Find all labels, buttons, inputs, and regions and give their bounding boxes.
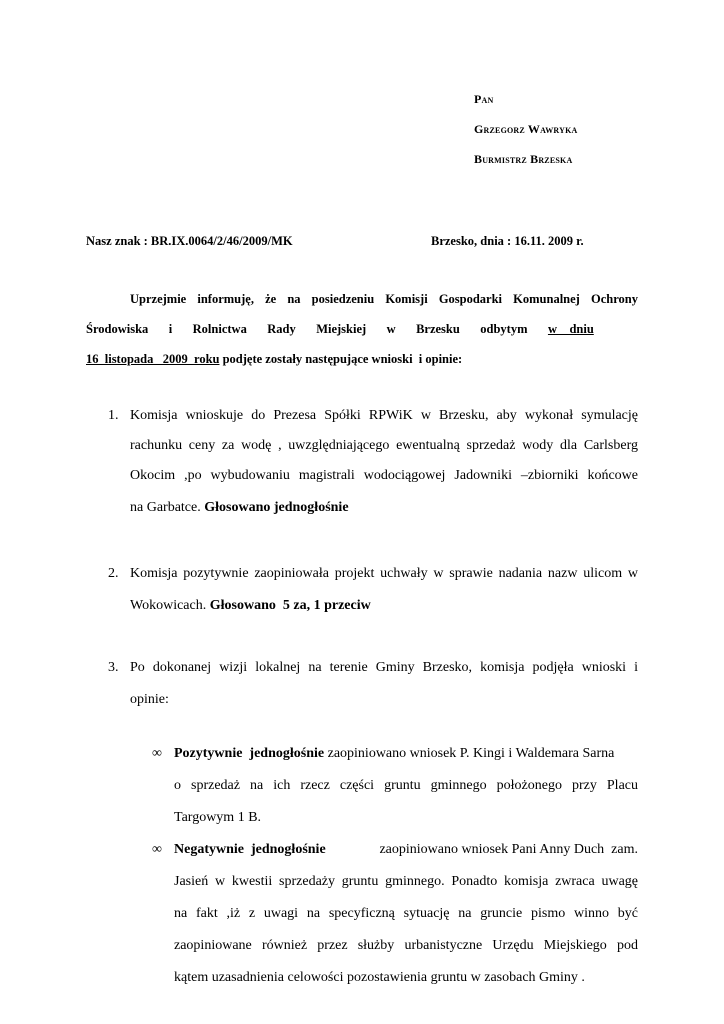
item-1-line-3: Okocim ,po wybudowaniu magistrali wodociągowej Jadowniki –zbiorniki końcowe (130, 468, 638, 483)
item-3-line-2: opinie: (130, 692, 169, 707)
item-3-line-1: Po dokonanej wizji lokalnej na terenie Gminy Brzesko, komisja podjęła wnioski i (130, 660, 638, 675)
intro-word: i (168, 322, 173, 336)
addressee-position: Burmistrz Brzeska (474, 152, 573, 166)
infinity-bullet-icon: ∞ (152, 746, 162, 761)
bullet-2-rest: zaopiniowano wniosek Pani Anny Duch zam. (372, 842, 638, 857)
intro-word: Rolnictwa (192, 322, 247, 336)
item-1-text: na Garbatce. (130, 500, 205, 515)
item-number: 2. (108, 566, 119, 581)
intro-line-3 (86, 352, 462, 367)
meeting-date-underlined: w dniu (547, 322, 594, 336)
item-2-line-2 (130, 598, 371, 614)
bullet-2-line-4: zaopiniowane również przez służby urbanistyczne Urzędu Miejskiego pod (174, 938, 638, 953)
bullet-2-line-2: Jasień w kwestii sprzedaży gruntu gminnego. Ponadto komisja zwraca uwagę (174, 874, 638, 889)
item-1-line-1: Komisja wnioskuje do Prezesa Spółki RPWiK w Brzesku, aby wykonał symulację (130, 408, 638, 423)
intro-line-2 (86, 322, 638, 337)
reference-number: Nasz znak : BR.IX.0064/2/46/2009/MK (86, 234, 293, 248)
bullet-2-line-5: kątem uzasadnienia celowości pozostawienia gruntu w zasobach Gminy . (174, 970, 585, 985)
meeting-date: 16 listopada 2009 roku (86, 352, 220, 366)
intro-word: Rady (267, 322, 296, 336)
bullet-1-line-1 (174, 746, 638, 762)
opinion-lead: Pozytywnie jednogłośnie (174, 746, 325, 761)
addressee-title: Pan (474, 92, 494, 106)
item-number: 3. (108, 660, 119, 675)
infinity-bullet-icon: ∞ (152, 842, 162, 857)
bullet-1-line-3: Targowym 1 B. (174, 810, 262, 825)
place-date: Brzesko, dnia : 16.11. 2009 r. (431, 234, 584, 248)
intro-line-1: Uprzejmie informuję, że na posiedzeniu Komisji Gospodarki Komunalnej Ochrony (130, 292, 638, 306)
vote-result: Głosowano jednogłośnie (204, 500, 349, 515)
intro-word: odbytym (480, 322, 528, 336)
item-2-line-1: Komisja pozytywnie zaopiniowała projekt uchwały w sprawie nadania nazw ulicom w (130, 566, 638, 581)
opinion-lead: Negatywnie jednogłośnie (174, 842, 326, 857)
bullet-1-line-2: o sprzedaż na ich rzecz części gruntu gminnego położonego przy Placu (174, 778, 638, 793)
addressee-name: Grzegorz Wawryka (474, 122, 578, 136)
bullet-1-rest: zaopiniowano wniosek P. Kingi i Waldemara Sarna (324, 746, 615, 761)
intro-word: Miejskiej (316, 322, 367, 336)
item-2-text: Wokowicach. (130, 598, 210, 613)
item-1-line-2: rachunku ceny za wodę , uwzględniającego ewentualną sprzedaż wody dla Carlsberg (130, 438, 638, 453)
intro-line-3-rest: podjęte zostały następujące wnioski i opinie: (219, 352, 463, 366)
intro-word: w (386, 322, 396, 336)
intro-word: Środowiska (86, 322, 149, 336)
bullet-2-line-3: na fakt ,iż z uwagi na specyficzną sytuację na gruncie pismo winno być (174, 906, 638, 921)
item-1-line-4 (130, 500, 349, 516)
item-number: 1. (108, 408, 119, 423)
bullet-2-line-1 (174, 842, 638, 858)
intro-word: Brzesku (416, 322, 460, 336)
vote-result: Głosowano 5 za, 1 przeciw (209, 598, 371, 613)
